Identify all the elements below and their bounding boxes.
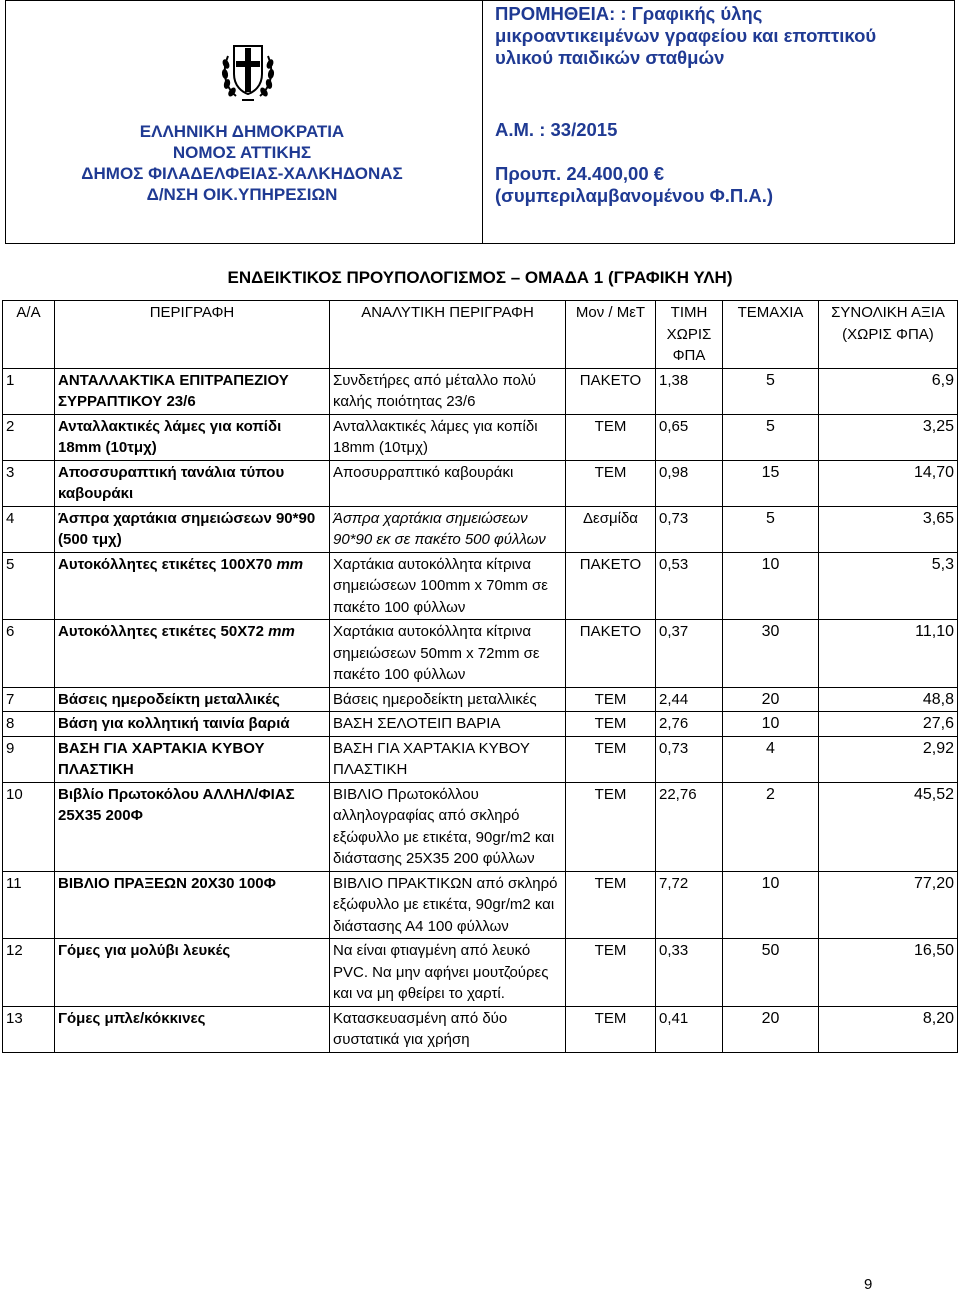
row-qty: 10	[723, 871, 819, 939]
row-detail: Βάσεις ημεροδείκτη μεταλλικές	[330, 687, 566, 712]
table-row	[3, 552, 958, 620]
row-detail: Αποσυρραπτικό καβουράκι	[330, 460, 566, 506]
table-row	[3, 782, 958, 871]
row-unit: ΠΑΚΕΤΟ	[566, 620, 656, 688]
row-detail: Κατασκευασμένη από δύο συστατικά για χρήση	[330, 1006, 566, 1052]
row-price: 7,72	[656, 871, 723, 939]
greek-coat-of-arms-icon	[220, 36, 276, 104]
row-price: 0,33	[656, 939, 723, 1007]
row-total: 45,52	[819, 782, 958, 871]
col-header-price: ΤΙΜΗ ΧΩΡΙΣ ΦΠΑ	[656, 301, 723, 369]
row-detail: Άσπρα χαρτάκια σημειώσεων 90*90 εκ σε πακέτο 500 φύλλων	[330, 506, 566, 552]
row-qty: 20	[723, 687, 819, 712]
row-aa: 2	[3, 414, 55, 460]
row-price: 0,41	[656, 1006, 723, 1052]
row-price: 2,76	[656, 712, 723, 737]
row-aa: 13	[3, 1006, 55, 1052]
row-qty: 5	[723, 368, 819, 414]
row-unit: ΤΕΜ	[566, 460, 656, 506]
issuer-block	[12, 121, 472, 205]
row-qty: 10	[723, 552, 819, 620]
row-qty: 50	[723, 939, 819, 1007]
row-description: Αυτοκόλλητες ετικέτες 50Χ72 mm	[55, 620, 330, 688]
row-unit: ΠΑΚΕΤΟ	[566, 368, 656, 414]
row-qty: 5	[723, 506, 819, 552]
am-number: Α.Μ. : 33/2015	[495, 119, 618, 140]
row-unit: Δεσμίδα	[566, 506, 656, 552]
table-row	[3, 414, 958, 460]
row-description: Γόμες μπλε/κόκκινες	[55, 1006, 330, 1052]
row-unit: ΤΕΜ	[566, 782, 656, 871]
row-description: Βιβλίο Πρωτοκόλου ΑΛΛΗΛ/ΦΙΑΣ 25Χ35 200Φ	[55, 782, 330, 871]
row-aa: 6	[3, 620, 55, 688]
row-aa: 12	[3, 939, 55, 1007]
col-header-detail: ΑΝΑΛΥΤΙΚΗ ΠΕΡΙΓΡΑΦΗ	[330, 301, 566, 369]
row-price: 2,44	[656, 687, 723, 712]
row-aa: 8	[3, 712, 55, 737]
col-header-description: ΠΕΡΙΓΡΑΦΗ	[55, 301, 330, 369]
row-qty: 15	[723, 460, 819, 506]
row-aa: 11	[3, 871, 55, 939]
row-detail: Συνδετήρες από μέταλλο πολύ καλής ποιότητας 23/6	[330, 368, 566, 414]
page-number: 9	[864, 1276, 873, 1293]
row-description: Άσπρα χαρτάκια σημειώσεων 90*90 (500 τμχ)	[55, 506, 330, 552]
row-aa: 9	[3, 736, 55, 782]
table-row	[3, 871, 958, 939]
row-description: ΒΙΒΛΙΟ ΠΡΑΞΕΩΝ 20Χ30 100Φ	[55, 871, 330, 939]
row-total: 2,92	[819, 736, 958, 782]
row-unit: ΤΕΜ	[566, 414, 656, 460]
row-detail: Ανταλλακτικές λάμες για κοπίδι 18mm (10τμχ)	[330, 414, 566, 460]
row-detail: Χαρτάκια αυτοκόλλητα κίτρινα σημειώσεων 100mm x 70mm σε πακέτο 100 φύλλων	[330, 552, 566, 620]
row-total: 11,10	[819, 620, 958, 688]
row-qty: 4	[723, 736, 819, 782]
row-price: 0,73	[656, 736, 723, 782]
issuer-line-4: Δ/ΝΣΗ ΟΙΚ.ΥΠΗΡΕΣΙΩΝ	[146, 185, 338, 204]
table-row	[3, 1006, 958, 1052]
row-qty: 5	[723, 414, 819, 460]
table-row	[3, 460, 958, 506]
procurement-block	[495, 3, 955, 207]
budget-table	[2, 300, 958, 1053]
row-price: 0,53	[656, 552, 723, 620]
row-detail: ΒΙΒΛΙΟ Πρωτοκόλλου αλληλογραφίας από σκληρό εξώφυλλο με ετικέτα, 90gr/m2 και διάστασης 25Χ35 200 φύλλων	[330, 782, 566, 871]
row-unit: ΤΕΜ	[566, 1006, 656, 1052]
row-total: 3,25	[819, 414, 958, 460]
row-aa: 5	[3, 552, 55, 620]
row-total: 27,6	[819, 712, 958, 737]
row-unit: ΤΕΜ	[566, 871, 656, 939]
row-total: 5,3	[819, 552, 958, 620]
row-unit: ΤΕΜ	[566, 712, 656, 737]
row-aa: 3	[3, 460, 55, 506]
row-aa: 10	[3, 782, 55, 871]
row-description: Βάσεις ημεροδείκτη μεταλλικές	[55, 687, 330, 712]
row-unit: ΤΕΜ	[566, 687, 656, 712]
row-total: 3,65	[819, 506, 958, 552]
row-unit: ΤΕΜ	[566, 939, 656, 1007]
row-aa: 4	[3, 506, 55, 552]
issuer-line-1: ΕΛΛΗΝΙΚΗ ΔΗΜΟΚΡΑΤΙΑ	[139, 122, 345, 141]
row-total: 48,8	[819, 687, 958, 712]
procurement-title-3: υλικού παιδικών σταθμών	[495, 47, 725, 68]
row-total: 6,9	[819, 368, 958, 414]
col-header-aa: Α/Α	[3, 301, 55, 369]
row-detail: ΒΙΒΛΙΟ ΠΡΑΚΤΙΚΩΝ από σκληρό εξώφυλλο με ετικέτα, 90gr/m2 και διάστασης Α4 100 φύλλων	[330, 871, 566, 939]
row-unit: ΤΕΜ	[566, 736, 656, 782]
row-detail: Χαρτάκια αυτοκόλλητα κίτρινα σημειώσεων 50mm x 72mm σε πακέτο 100 φύλλων	[330, 620, 566, 688]
procurement-title-1: ΠΡΟΜΗΘΕΙΑ: : Γραφικής ύλης	[495, 3, 763, 24]
table-row	[3, 712, 958, 737]
row-description: Βάση για κολλητική ταινία βαριά	[55, 712, 330, 737]
col-header-unit: Μον / ΜεΤ	[566, 301, 656, 369]
row-price: 0,98	[656, 460, 723, 506]
procurement-title-2: μικροαντικειμένων γραφείου και εποπτικού	[495, 25, 877, 46]
row-total: 16,50	[819, 939, 958, 1007]
table-row	[3, 506, 958, 552]
row-price: 0,73	[656, 506, 723, 552]
row-description: Ανταλλακτικές λάμες για κοπίδι 18mm (10τμχ)	[55, 414, 330, 460]
row-description: Αυτοκόλλητες ετικέτες 100Χ70 mm	[55, 552, 330, 620]
row-total: 14,70	[819, 460, 958, 506]
budget-amount: Προυπ. 24.400,00 €	[495, 163, 665, 184]
row-price: 0,65	[656, 414, 723, 460]
row-description: ΑΝΤΑΛΛΑΚΤΙΚΑ ΕΠΙΤΡΑΠΕΖΙΟΥ ΣΥΡΡΑΠΤΙΚΟΥ 23/6	[55, 368, 330, 414]
budget-vat-note: (συμπεριλαμβανομένου Φ.Π.Α.)	[495, 185, 774, 206]
row-price: 1,38	[656, 368, 723, 414]
table-row	[3, 368, 958, 414]
table-row	[3, 939, 958, 1007]
row-qty: 2	[723, 782, 819, 871]
row-price: 0,37	[656, 620, 723, 688]
row-qty: 30	[723, 620, 819, 688]
row-total: 77,20	[819, 871, 958, 939]
row-description: Γόμες για μολύβι λευκές	[55, 939, 330, 1007]
table-row	[3, 736, 958, 782]
row-qty: 20	[723, 1006, 819, 1052]
issuer-line-2: ΝΟΜΟΣ ΑΤΤΙΚΗΣ	[172, 143, 312, 162]
col-header-qty: ΤΕΜΑΧΙΑ	[723, 301, 819, 369]
row-price: 22,76	[656, 782, 723, 871]
row-unit: ΠΑΚΕΤΟ	[566, 552, 656, 620]
header-box	[5, 0, 955, 244]
table-row	[3, 620, 958, 688]
table-header-row	[3, 301, 958, 369]
row-detail: ΒΑΣΗ ΣΕΛΟΤΕΙΠ ΒΑΡΙΑ	[330, 712, 566, 737]
header-divider	[482, 1, 483, 243]
issuer-line-3: ΔΗΜΟΣ ΦΙΛΑΔΕΛΦΕΙΑΣ-ΧΑΛΚΗΔΟΝΑΣ	[81, 164, 403, 183]
col-header-total: ΣΥΝΟΛΙΚΗ ΑΞΙΑ (ΧΩΡΙΣ ΦΠΑ)	[819, 301, 958, 369]
row-description: ΒΑΣΗ ΓΙΑ ΧΑΡΤΑΚΙΑ ΚΥΒΟΥ ΠΛΑΣΤΙΚΗ	[55, 736, 330, 782]
table-title: ΕΝΔΕΙΚΤΙΚΟΣ ΠΡΟΥΠΟΛΟΓΙΣΜΟΣ – ΟΜΑΔΑ 1 (ΓΡΑΦΙΚΗ ΥΛΗ)	[227, 268, 733, 287]
row-aa: 1	[3, 368, 55, 414]
row-detail: ΒΑΣΗ ΓΙΑ ΧΑΡΤΑΚΙΑ ΚΥΒΟΥ ΠΛΑΣΤΙΚΗ	[330, 736, 566, 782]
row-aa: 7	[3, 687, 55, 712]
table-row	[3, 687, 958, 712]
row-qty: 10	[723, 712, 819, 737]
row-total: 8,20	[819, 1006, 958, 1052]
row-detail: Να είναι φτιαγμένη από λευκό PVC. Να μην αφήνει μουτζούρες και να μη φθείρει το χαρτί.	[330, 939, 566, 1007]
row-description: Αποσσυραπτική τανάλια τύπου καβουράκι	[55, 460, 330, 506]
